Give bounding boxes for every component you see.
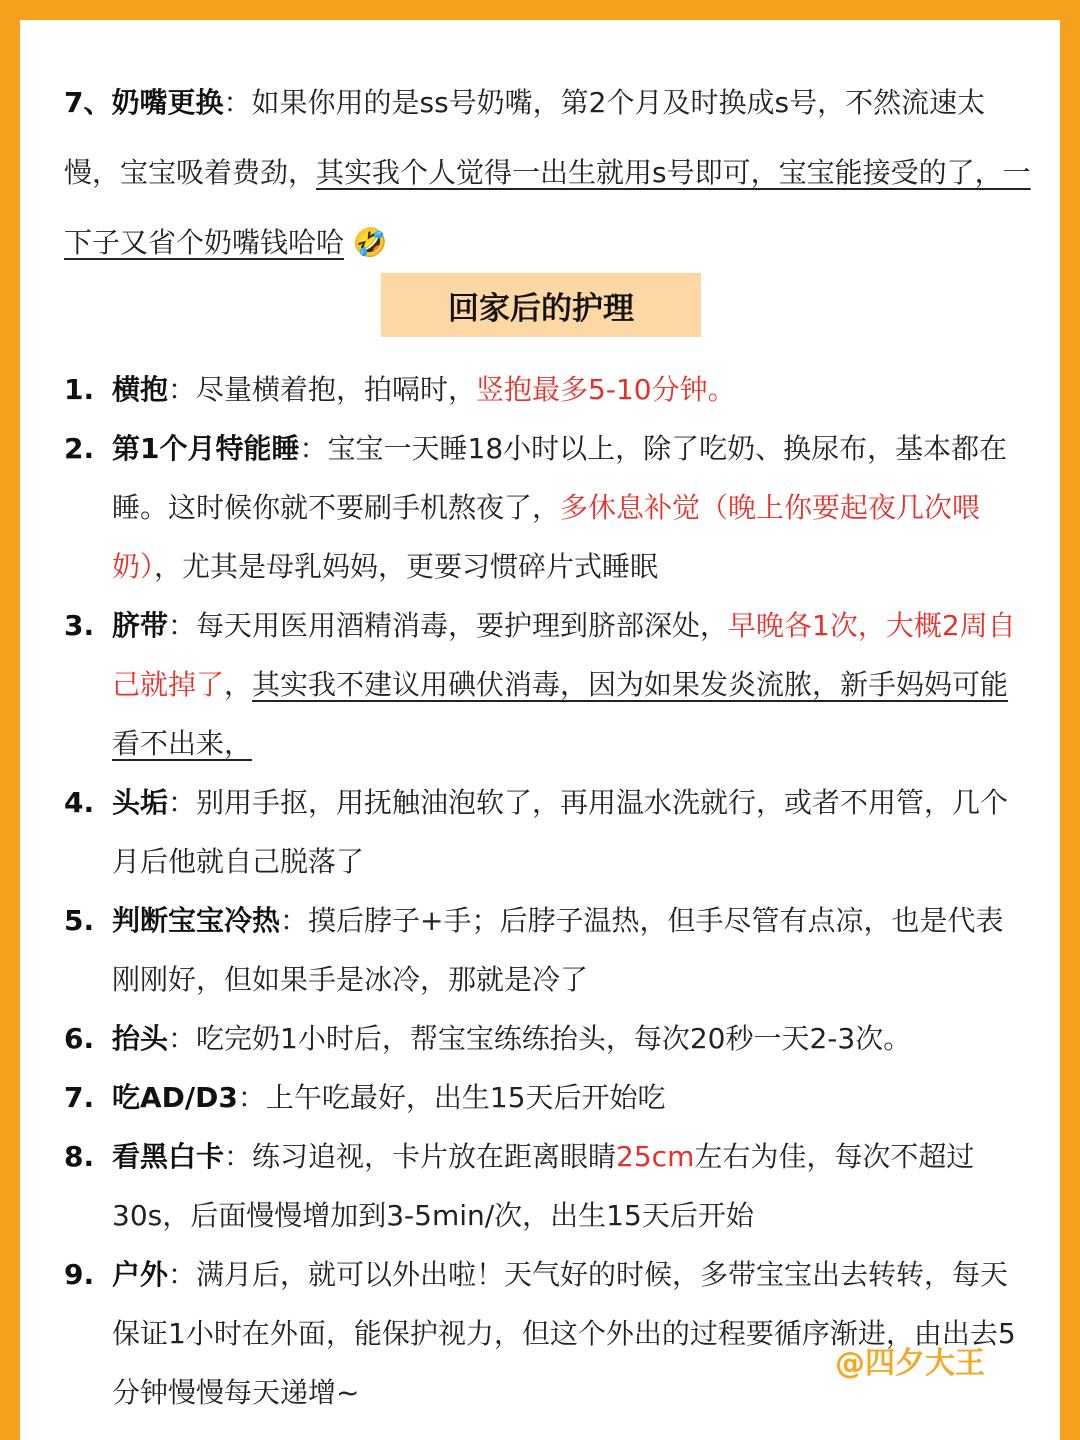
item-text: 摸后脖子+手；后脖子温热，但手尽管有点凉，也是代表刚刚好，但如果手是冰冷，那就是冷了 <box>112 904 1004 996</box>
item-underlined-text: 其实我不建议用碘伏消毒，因为如果发炎流脓，新手妈妈可能看不出来， <box>112 668 1009 760</box>
list-item <box>64 773 1024 891</box>
item-separator: ： <box>224 1140 253 1173</box>
item-title: 判断宝宝冷热 <box>112 904 281 937</box>
item-text: 练习追视，卡片放在距离眼睛 <box>252 1140 617 1173</box>
item-text: 吃完奶1小时后，帮宝宝练练抬头，每次20秒一天2-3次。 <box>196 1022 912 1055</box>
item-number: 9. <box>64 1258 95 1291</box>
item-number: 6. <box>64 1022 95 1055</box>
laughing-emoji-icon: 🤣 <box>352 226 388 259</box>
item-number: 2. <box>64 432 95 465</box>
item-separator: ： <box>237 1081 266 1114</box>
item-title: 抬头 <box>112 1022 169 1055</box>
section-title: 回家后的护理 <box>381 273 701 337</box>
item-separator: ： <box>280 904 309 937</box>
list-item <box>64 1068 1024 1127</box>
document-page <box>20 20 1060 1440</box>
item-separator: ： <box>168 373 197 406</box>
item-highlight: 早晚各1次，大概2周自己就掉了 <box>112 609 1016 701</box>
author-signature: @四夕大王 <box>835 1346 985 1381</box>
intro-underlined-text: 其实我个人觉得一出生就用s号即可，宝宝能接受的了，一下子又省个奶嘴钱哈哈 <box>64 156 1031 259</box>
care-list <box>64 360 1024 1422</box>
item-text: 上午吃最好，出生15天后开始吃 <box>265 1081 666 1114</box>
item-title: 吃AD/D3 <box>112 1081 238 1114</box>
list-item <box>64 1245 1024 1422</box>
item-highlight: 竖抱最多5-10分钟。 <box>476 373 736 406</box>
item-text: 满月后，就可以外出啦！天气好的时候，多带宝宝出去转转，每天保证1小时在外面，能保护视力，但这个外出的过程要循序渐进，由出去5分钟慢慢每天递增~ <box>112 1258 1016 1409</box>
item-separator: ： <box>168 786 197 819</box>
item-number: 7. <box>64 1081 95 1114</box>
item-text-continued: ，尤其是母乳妈妈，更要习惯碎片式睡眠 <box>154 550 659 583</box>
item-highlight: 多休息补觉（晚上你要起夜几次喂奶） <box>112 491 981 583</box>
item-separator: ： <box>168 609 197 642</box>
item-text: 每天用医用酒精消毒，要护理到脐部深处， <box>196 609 729 642</box>
item-text-continued: 左右为佳，每次不超过30s，后面慢慢增加到3-5min/次，出生15天后开始 <box>112 1140 975 1232</box>
item-title: 看黑白卡 <box>112 1140 225 1173</box>
item-title: 横抱 <box>112 373 169 406</box>
list-item <box>64 419 1024 596</box>
item-title: 脐带 <box>112 609 169 642</box>
item-number: 8. <box>64 1140 95 1173</box>
item-text: 别用手抠，用抚触油泡软了，再用温水洗就行，或者不用管，几个月后他就自己脱落了 <box>112 786 1009 878</box>
item-number: 1. <box>64 373 95 406</box>
item-separator: ： <box>168 1022 197 1055</box>
intro-separator: ： <box>223 86 252 119</box>
list-item <box>64 1009 1024 1068</box>
item-number: 5. <box>64 904 95 937</box>
item-title: 头垢 <box>112 786 169 819</box>
intro-paragraph <box>64 68 1040 278</box>
item-number: 3. <box>64 609 95 642</box>
item-title: 第1个月特能睡 <box>112 432 300 465</box>
intro-text: 如果你用的是ss号奶嘴，第2个月及时换成s号，不然流速太慢，宝宝吸着费劲， <box>64 86 986 189</box>
item-title: 户外 <box>112 1258 169 1291</box>
item-text-continued: ， <box>224 668 253 701</box>
intro-label: 7、奶嘴更换 <box>64 86 224 119</box>
item-separator: ： <box>299 432 328 465</box>
list-item <box>64 360 1024 419</box>
list-item <box>64 596 1024 773</box>
item-separator: ： <box>168 1258 197 1291</box>
item-highlight: 25cm <box>616 1140 695 1173</box>
list-item <box>64 1127 1024 1245</box>
item-text: 尽量横着抱，拍嗝时， <box>196 373 477 406</box>
item-text: 宝宝一天睡18小时以上，除了吃奶、换尿布，基本都在睡。这时候你就不要刷手机熬夜了， <box>112 432 1008 524</box>
list-item <box>64 891 1024 1009</box>
item-number: 4. <box>64 786 95 819</box>
